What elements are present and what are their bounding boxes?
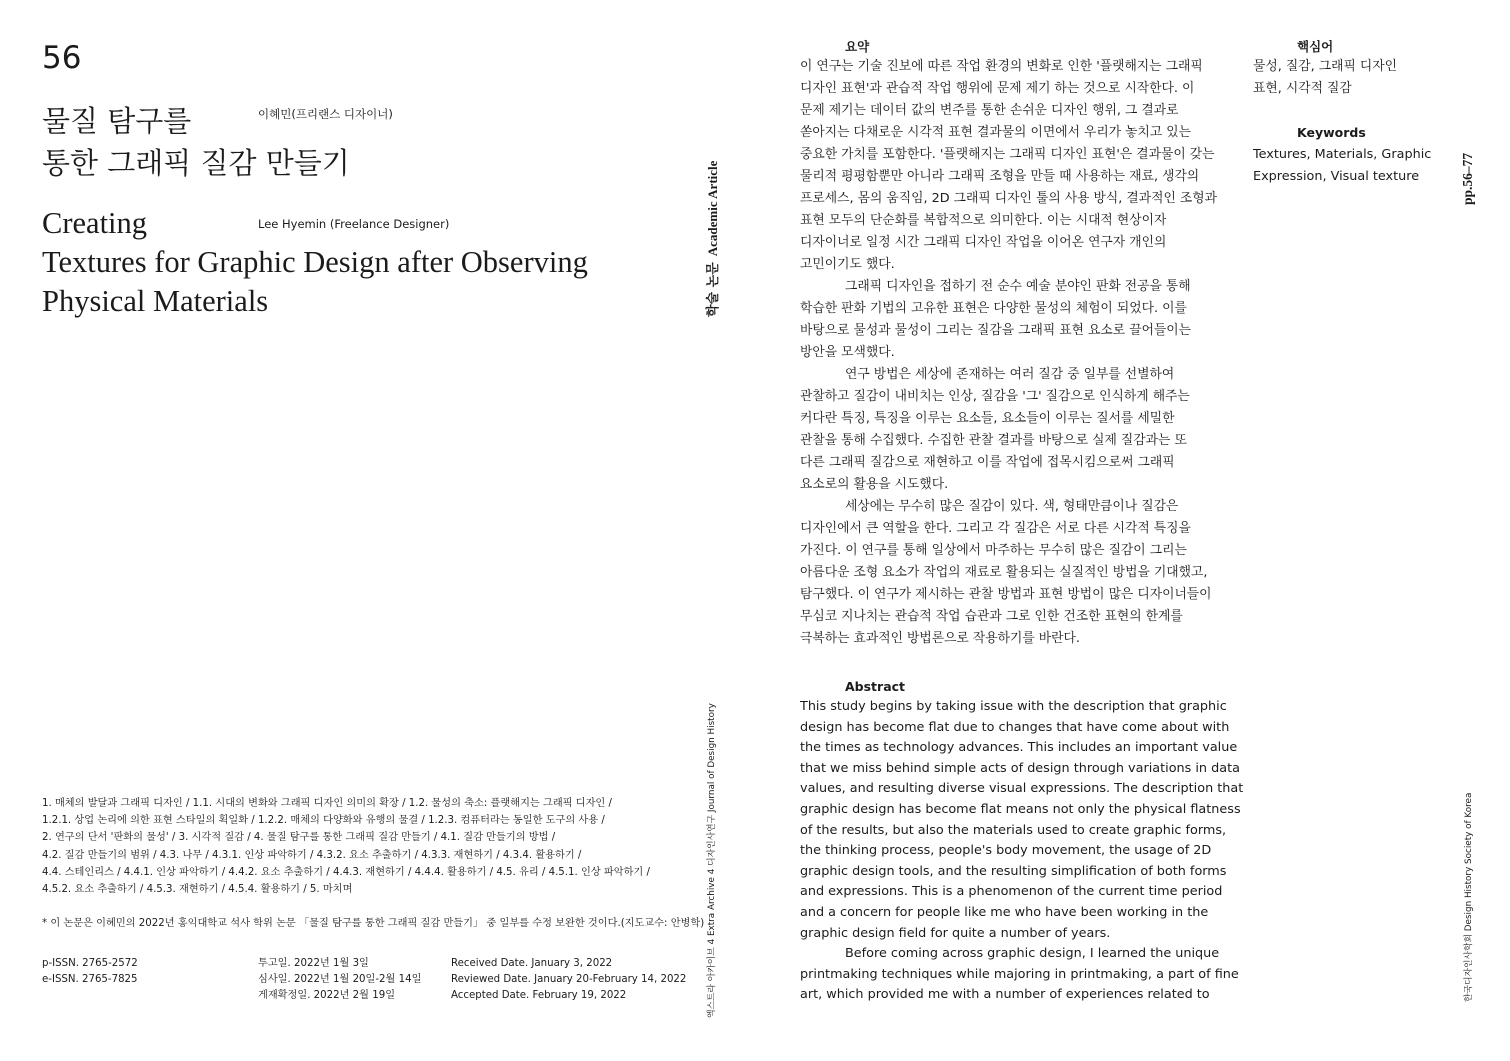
abstract-ko-paragraph	[800, 496, 1217, 650]
text-line: graphic design tools, and the resulting simplification of both forms	[800, 863, 1227, 879]
english-title-line: Creating	[42, 206, 148, 240]
text-line: the thinking process, people's body movement, the usage of 2D	[800, 843, 1212, 859]
text-line: and a concern for people like me who have been working in the	[800, 904, 1209, 920]
text-line: 다른 그래픽 질감으로 재현하고 이를 작업에 접목시킴으로써 그래픽	[800, 455, 1175, 470]
text-line: 요소로의 활용을 시도했다.	[800, 477, 949, 492]
page-range: pp.56–77	[1460, 152, 1475, 205]
text-line: 관찰을 통해 수집했다. 수집한 관찰 결과를 바탕으로 실제 질감과는 또	[800, 433, 1187, 448]
keywords-en	[1253, 144, 1431, 188]
abstract-ko-paragraph	[800, 276, 1217, 364]
date-accepted-ko: 게재확정일. 2022년 2월 19일	[258, 990, 396, 1001]
text-line: design has become flat due to changes that have come about with	[800, 719, 1230, 735]
text-line: printmaking techniques while majoring in printmaking, a part of fine	[800, 966, 1239, 982]
keyword-line: 표현, 시각적 질감	[1253, 81, 1352, 96]
toc-line: 4.2. 질감 만들기의 범위 / 4.3. 나무 / 4.3.1. 인상 파악하기 / 4.3.2. 요소 추출하기 / 4.3.3. 재현하기 / 4.3.4. 활용하기 /	[42, 849, 582, 861]
korean-title-line: 통한 그래픽 질감 만들기	[42, 146, 350, 180]
abstract-ko-paragraph	[800, 364, 1217, 496]
toc-line: 4.4. 스테인리스 / 4.4.1. 인상 파악하기 / 4.4.2. 요소 추출하기 / 4.4.3. 재현하기 / 4.4.4. 활용하기 / 4.5. 유리 / 4.5.1. 인상 파악하기 /	[42, 866, 650, 878]
text-line: 바탕으로 물성과 물성이 그리는 질감을 그래픽 표현 요소로 끌어들이는	[800, 323, 1192, 338]
text-line: 관찰하고 질감이 내비치는 인상, 질감을 '그' 질감으로 인식하게 해주는	[800, 389, 1190, 404]
abstract-en-heading: Abstract	[845, 679, 906, 694]
keywords-ko-heading: 핵심어	[1297, 39, 1334, 54]
date-reviewed-ko: 심사일. 2022년 1월 20일-2월 14일	[258, 974, 422, 985]
text-line: values, and resulting diverse visual expressions. The description that	[800, 781, 1244, 797]
toc-line: 4.5.2. 요소 추출하기 / 4.5.3. 재현하기 / 4.5.4. 활용하기 / 5. 마치며	[42, 884, 353, 896]
korean-author: 이혜민(프리랜스 디자이너)	[258, 107, 393, 121]
text-line: that we miss behind simple acts of design through variations in data	[800, 760, 1240, 776]
date-accepted-en: Accepted Date. February 19, 2022	[451, 990, 627, 1001]
text-line: 중요한 가치를 포함한다. '플랫해지는 그래픽 디자인 표현'은 결과물이 갖는	[800, 147, 1215, 162]
abstract-en-paragraph	[800, 944, 1243, 1006]
text-line: 커다란 특징, 특징을 이루는 요소들, 요소들이 이루는 질서를 세밀한	[800, 411, 1175, 426]
text-line: 아름다운 조형 요소가 작업의 재료로 활용되는 실질적인 방법을 기대했고,	[800, 565, 1208, 580]
keyword-line: Textures, Materials, Graphic	[1253, 147, 1432, 162]
issn-block	[42, 956, 138, 988]
table-of-contents	[42, 795, 682, 898]
text-line: 표현 모두의 단순화를 복합적으로 의미한다. 이는 시대적 현상이자	[800, 213, 1167, 228]
text-line: 극복하는 효과적인 방법론으로 작용하기를 바란다.	[800, 631, 1080, 646]
abstract-ko-paragraph	[800, 56, 1217, 276]
article-type-en: Academic Article	[705, 160, 720, 257]
footnote: * 이 논문은 이혜민의 2022년 홍익대학교 석사 학위 논문 「물질 탐구를 통한 그래픽 질감 만들기」 중 일부를 수정 보완한 것이다.(지도교수: 안병학)	[42, 918, 705, 929]
text-line: 쏟아지는 다채로운 시각적 표현 결과물의 이면에서 우리가 놓치고 있는	[800, 125, 1192, 140]
korean-title-line: 물질 탐구를	[42, 104, 192, 138]
text-line: This study begins by taking issue with the description that graphic	[800, 699, 1227, 714]
abstract-en-paragraph	[800, 697, 1243, 944]
text-line: of the results, but also the materials used to create graphic forms,	[800, 822, 1227, 838]
article-type-ko: 학술 논문	[706, 262, 721, 317]
text-line: 방안을 모색했다.	[800, 345, 895, 360]
text-line: 가진다. 이 연구를 통해 일상에서 마주하는 무수히 많은 질감이 그리는	[800, 543, 1187, 558]
abstract-ko-body	[800, 56, 1217, 650]
keywords-ko	[1253, 56, 1397, 100]
abstract-ko-heading: 요약	[845, 39, 870, 54]
abstract-en-body	[800, 697, 1243, 1006]
issn-electronic: e-ISSN. 2765-7825	[42, 974, 138, 985]
article-type-label	[702, 161, 721, 317]
text-line: Before coming across graphic design, I learned the unique	[845, 946, 1220, 962]
text-line: 프로세스, 몸의 움직임, 2D 그래픽 디자인 툴의 사용 방식, 결과적인 조형과	[800, 191, 1218, 206]
text-line: the times as technology advances. This includes an important value	[800, 740, 1238, 756]
text-line: 그래픽 디자인을 접하기 전 순수 예술 분야인 판화 전공을 통해	[845, 279, 1191, 294]
dates-english	[451, 956, 686, 1004]
date-received-en: Received Date. January 3, 2022	[451, 958, 613, 969]
journal-label: 엑스트라 아카이브 4 Extra Archive 4 디자인사연구 Journal of Design History	[707, 703, 717, 1018]
text-line: 물리적 평평함뿐만 아니라 그래픽 조형을 만들 때 사용하는 재료, 생각의	[800, 169, 1200, 184]
toc-line: 1. 매체의 발달과 그래픽 디자인 / 1.1. 시대의 변화와 그래픽 디자인 의미의 확장 / 1.2. 물성의 축소: 플랫해지는 그래픽 디자인 /	[42, 798, 612, 809]
text-line: 연구 방법은 세상에 존재하는 여러 질감 중 일부를 선별하여	[845, 367, 1175, 382]
text-line: 디자인에서 큰 역할을 한다. 그리고 각 질감은 서로 다른 시각적 특징을	[800, 521, 1191, 536]
keyword-line: 물성, 질감, 그래픽 디자인	[1253, 59, 1397, 74]
text-line: art, which provided me with a number of experiences related to	[800, 987, 1210, 1003]
toc-line: 1.2.1. 상업 논리에 의한 표현 스타일의 획일화 / 1.2.2. 매체의 다양화와 유행의 물결 / 1.2.3. 컴퓨터라는 동일한 도구의 사용 /	[42, 815, 605, 827]
text-line: 탐구했다. 이 연구가 제시하는 관찰 방법과 표현 방법이 많은 디자이너들이	[800, 587, 1212, 602]
text-line: 학습한 판화 기법의 고유한 표현은 다양한 물성의 체험이 되었다. 이를	[800, 301, 1187, 316]
page-number: 56	[42, 40, 82, 76]
text-line: graphic design field for quite a number of years.	[800, 925, 1111, 941]
society-label: 한국디자인사학회 Design History Society of Korea	[1464, 792, 1474, 1002]
text-line: 디자이너로 일정 시간 그래픽 디자인 작업을 이어온 연구자 개인의	[800, 235, 1167, 250]
keyword-line: Expression, Visual texture	[1253, 169, 1420, 184]
text-line: 이 연구는 기술 진보에 따른 작업 환경의 변화로 인한 '플랫해지는 그래픽	[800, 59, 1203, 74]
text-line: and expressions. This is a phenomenon of the current time period	[800, 884, 1223, 900]
issn-print: p-ISSN. 2765-2572	[42, 958, 138, 969]
english-author: Lee Hyemin (Freelance Designer)	[258, 217, 450, 231]
date-received-ko: 투고일. 2022년 1월 3일	[258, 958, 369, 969]
toc-line: 2. 연구의 단서 '판화의 물성' / 3. 시각적 질감 / 4. 물질 탐구를 통한 그래픽 질감 만들기 / 4.1. 질감 만들기의 방법 /	[42, 832, 556, 844]
date-reviewed-en: Reviewed Date. January 20-February 14, 2022	[451, 974, 687, 985]
text-line: 세상에는 무수히 많은 질감이 있다. 색, 형태만큼이나 질감은	[845, 499, 1179, 514]
text-line: graphic design has become flat means not only the physical flatness	[800, 801, 1241, 817]
text-line: 무심코 지나치는 관습적 작업 습관과 그로 인한 건조한 표현의 한계를	[800, 609, 1183, 624]
text-line: 문제 제기는 데이터 값의 변주를 통한 손쉬운 디자인 행위, 그 결과로	[800, 103, 1179, 118]
english-title-line: Textures for Graphic Design after Observing	[42, 245, 588, 279]
keywords-en-heading: Keywords	[1297, 125, 1366, 140]
english-title-line: Physical Materials	[42, 284, 269, 318]
text-line: 디자인 표현'과 관습적 작업 행위에 문제 제기 하는 것으로 시작한다. 이	[800, 81, 1195, 96]
dates-korean	[258, 956, 421, 1004]
text-line: 고민이기도 했다.	[800, 257, 895, 272]
